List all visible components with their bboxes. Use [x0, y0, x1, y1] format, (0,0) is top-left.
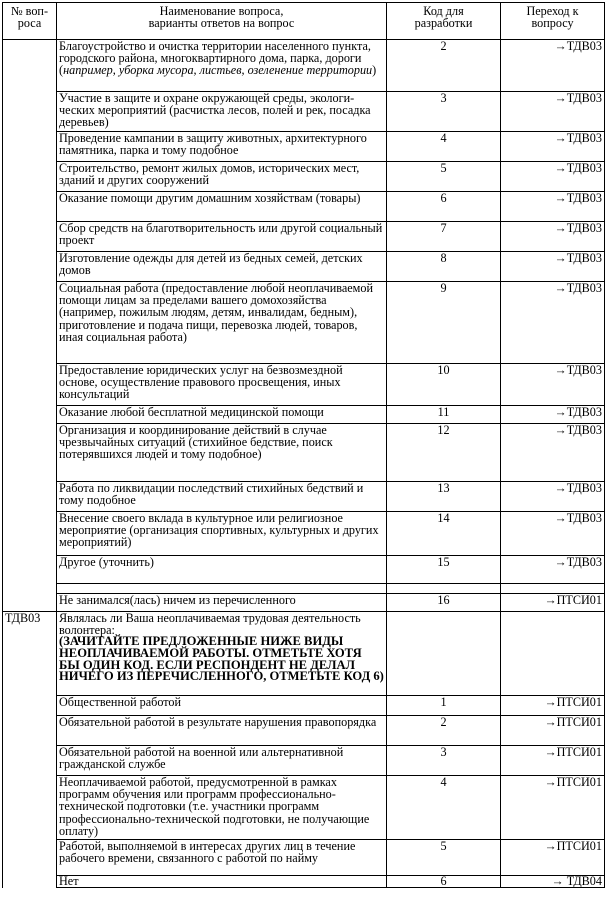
answer-code: 15 [387, 556, 501, 584]
question-row [3, 612, 605, 696]
table-row [3, 840, 605, 876]
question-number-cell [3, 252, 57, 282]
question-number-cell [3, 876, 57, 888]
answer-code: 5 [387, 162, 501, 192]
answer-option: Изготовление одежды для детей из бедных семей, детских домов [57, 252, 387, 282]
answer-code: 11 [387, 406, 501, 424]
answer-code: 10 [387, 364, 501, 406]
answer-option: Другое (уточнить) [57, 556, 387, 584]
answer-jump: →ПТСИ01 [501, 840, 605, 876]
answer-code: 4 [387, 132, 501, 162]
question-number-cell [3, 40, 57, 92]
answer-option [57, 40, 387, 92]
answer-option: Не занимался(лась) ничем из перечисленного [57, 594, 387, 612]
table-row [3, 584, 605, 594]
answer-option: Сбор средств на благотворительность или другой социальный проект [57, 222, 387, 252]
questionnaire-table [2, 2, 605, 888]
answer-jump: →ПТСИ01 [501, 696, 605, 716]
answer-code: 16 [387, 594, 501, 612]
question-jump-empty [501, 612, 605, 696]
answer-jump: →ПТСИ01 [501, 594, 605, 612]
table-row [3, 482, 605, 512]
answer-jump: →ТДВ03 [501, 282, 605, 364]
answer-jump: →ТДВ03 [501, 424, 605, 482]
answer-jump: →ТДВ03 [501, 192, 605, 222]
question-number-cell [3, 364, 57, 406]
answer-code: 14 [387, 512, 501, 556]
answer-jump: →ТДВ03 [501, 92, 605, 132]
question-number-cell [3, 222, 57, 252]
answer-example: например, уборка мусора, листьев, озеленение территории [63, 63, 373, 78]
question-number-cell [3, 556, 57, 584]
table-row [3, 222, 605, 252]
answer-option: Участие в защите и охране окружающей среды, экологи-ческих мероприятий (расчистка лесов, полей и рек, посадка деревьев) [57, 92, 387, 132]
answer-code: 5 [387, 840, 501, 876]
answer-jump: →ТДВ03 [501, 132, 605, 162]
answer-text-end: ) [372, 63, 377, 78]
answer-option: Социальная работа (предоставление любой неоплачиваемой помощи лицам за пределами вашего домохозяйства (например, пожилым людям, детям, инвалидам, бедным), приготовление и подача пищи, перевозка людей, товаров, иная социальная работа) [57, 282, 387, 364]
answer-code: 4 [387, 776, 501, 840]
table-row [3, 92, 605, 132]
header-code: Код для разработки [387, 3, 501, 40]
table-row [3, 696, 605, 716]
answer-option [57, 584, 387, 594]
answer-option: Нет [57, 876, 387, 888]
answer-jump: →ТДВ03 [501, 556, 605, 584]
question-number-cell [3, 584, 57, 594]
answer-code: 9 [387, 282, 501, 364]
answer-jump: → ТДВ04 [501, 876, 605, 888]
question-number-cell [3, 746, 57, 776]
answer-option: Проведение кампании в защиту животных, архитектурного памятника, парка и тому подобное [57, 132, 387, 162]
header-jump: Переход к вопросу [501, 3, 605, 40]
question-number-cell [3, 92, 57, 132]
question-number: ТДВ03 [3, 612, 57, 696]
answer-option: Строительство, ремонт жилых домов, исторических мест, зданий и других сооружений [57, 162, 387, 192]
question-number-cell [3, 282, 57, 364]
table-row [3, 556, 605, 584]
header-question-name: Наименование вопроса, варианты ответов на вопрос [57, 3, 387, 40]
question-number-cell [3, 162, 57, 192]
question-number-cell [3, 696, 57, 716]
answer-jump: →ПТСИ01 [501, 776, 605, 840]
answer-option: Работой, выполняемой в интересах других лиц в течение рабочего времени, связанного с работой по найму [57, 840, 387, 876]
question-number-cell [3, 594, 57, 612]
answer-option: Обязательной работой на военной или альтернативной гражданской службе [57, 746, 387, 776]
table-row [3, 252, 605, 282]
answer-jump [501, 584, 605, 594]
answer-code: 13 [387, 482, 501, 512]
table-row [3, 282, 605, 364]
answer-jump: →ТДВ03 [501, 222, 605, 252]
answer-option: Общественной работой [57, 696, 387, 716]
table-row [3, 364, 605, 406]
answer-code: 7 [387, 222, 501, 252]
table-row [3, 876, 605, 888]
question-number-cell [3, 424, 57, 482]
table-row [3, 40, 605, 92]
answer-option: Оказание любой бесплатной медицинской помощи [57, 406, 387, 424]
question-text: Являлась ли Ваша неоплачиваемая трудовая деятельность волонтера: [59, 611, 361, 638]
answer-option: Обязательной работой в результате нарушения правопорядка [57, 716, 387, 746]
answer-jump: →ТДВ03 [501, 162, 605, 192]
answer-code: 6 [387, 192, 501, 222]
answer-code: 3 [387, 746, 501, 776]
answer-option: Оказание помощи другим домашним хозяйствам (товары) [57, 192, 387, 222]
question-number-cell [3, 840, 57, 876]
answer-option: Организация и координирование действий в случае чрезвычайных ситуаций (стихийное бедствие, поиск потерявшихся людей и тому подобное) [57, 424, 387, 482]
answer-option: Неоплачиваемой работой, предусмотренной в рамках программ обучения или программ профессионально-технической подготовки (т.е. участники программ профессионально-технической подготовки, не получающие оплату) [57, 776, 387, 840]
answer-jump: →ТДВ03 [501, 482, 605, 512]
table-row [3, 424, 605, 482]
answer-code: 3 [387, 92, 501, 132]
answer-option: Предоставление юридических услуг на безвозмездной основе, осуществление правового просвещения, иных консультаций [57, 364, 387, 406]
header-row [3, 3, 605, 40]
answer-code [387, 584, 501, 594]
table-row [3, 192, 605, 222]
answer-jump: →ПТСИ01 [501, 716, 605, 746]
table-row [3, 716, 605, 746]
table-row [3, 132, 605, 162]
table-row [3, 406, 605, 424]
question-number-cell [3, 482, 57, 512]
table-row [3, 594, 605, 612]
interviewer-instruction: (ЗАЧИТАЙТЕ ПРЕДЛОЖЕННЫЕ НИЖЕ ВИДЫ НЕОПЛАЧИВАЕМОЙ РАБОТЫ. ОТМЕТЬТЕ ХОТЯ БЫ ОДИН КОД. ЕСЛИ РЕСПОНДЕНТ НЕ ДЕЛАЛ НИЧЕГО ИЗ ПЕРЕЧИСЛЕННОГО, ОТМЕТЬТЕ КОД 6) [59, 634, 384, 684]
question-number-cell [3, 512, 57, 556]
table-row [3, 746, 605, 776]
question-code-empty [387, 612, 501, 696]
question-text-cell [57, 612, 387, 696]
answer-code: 2 [387, 716, 501, 746]
answer-jump: →ТДВ03 [501, 364, 605, 406]
answer-option: Работа по ликвидации последствий стихийных бедствий и тому подобное [57, 482, 387, 512]
answer-jump: →ТДВ03 [501, 252, 605, 282]
table-row [3, 776, 605, 840]
question-number-cell [3, 716, 57, 746]
question-number-cell [3, 406, 57, 424]
table-body [3, 40, 605, 888]
table-row [3, 162, 605, 192]
answer-jump: →ТДВ03 [501, 512, 605, 556]
answer-option: Внесение своего вклада в культурное или религиозное мероприятие (организация спортивных, культурных и других мероприятий) [57, 512, 387, 556]
answer-code: 1 [387, 696, 501, 716]
answer-jump: →ТДВ03 [501, 406, 605, 424]
question-number-cell [3, 776, 57, 840]
answer-code: 8 [387, 252, 501, 282]
header-question-number: № воп- роса [3, 3, 57, 40]
answer-jump: →ТДВ03 [501, 40, 605, 92]
table-row [3, 512, 605, 556]
answer-jump: →ПТСИ01 [501, 746, 605, 776]
answer-code: 6 [387, 876, 501, 888]
question-number-cell [3, 132, 57, 162]
answer-text: Благоустройство и очистка территории населенного пункта, городского района, многоквартирного дома, парка, дороги ( [59, 39, 371, 78]
answer-code: 12 [387, 424, 501, 482]
question-number-cell [3, 192, 57, 222]
answer-code: 2 [387, 40, 501, 92]
